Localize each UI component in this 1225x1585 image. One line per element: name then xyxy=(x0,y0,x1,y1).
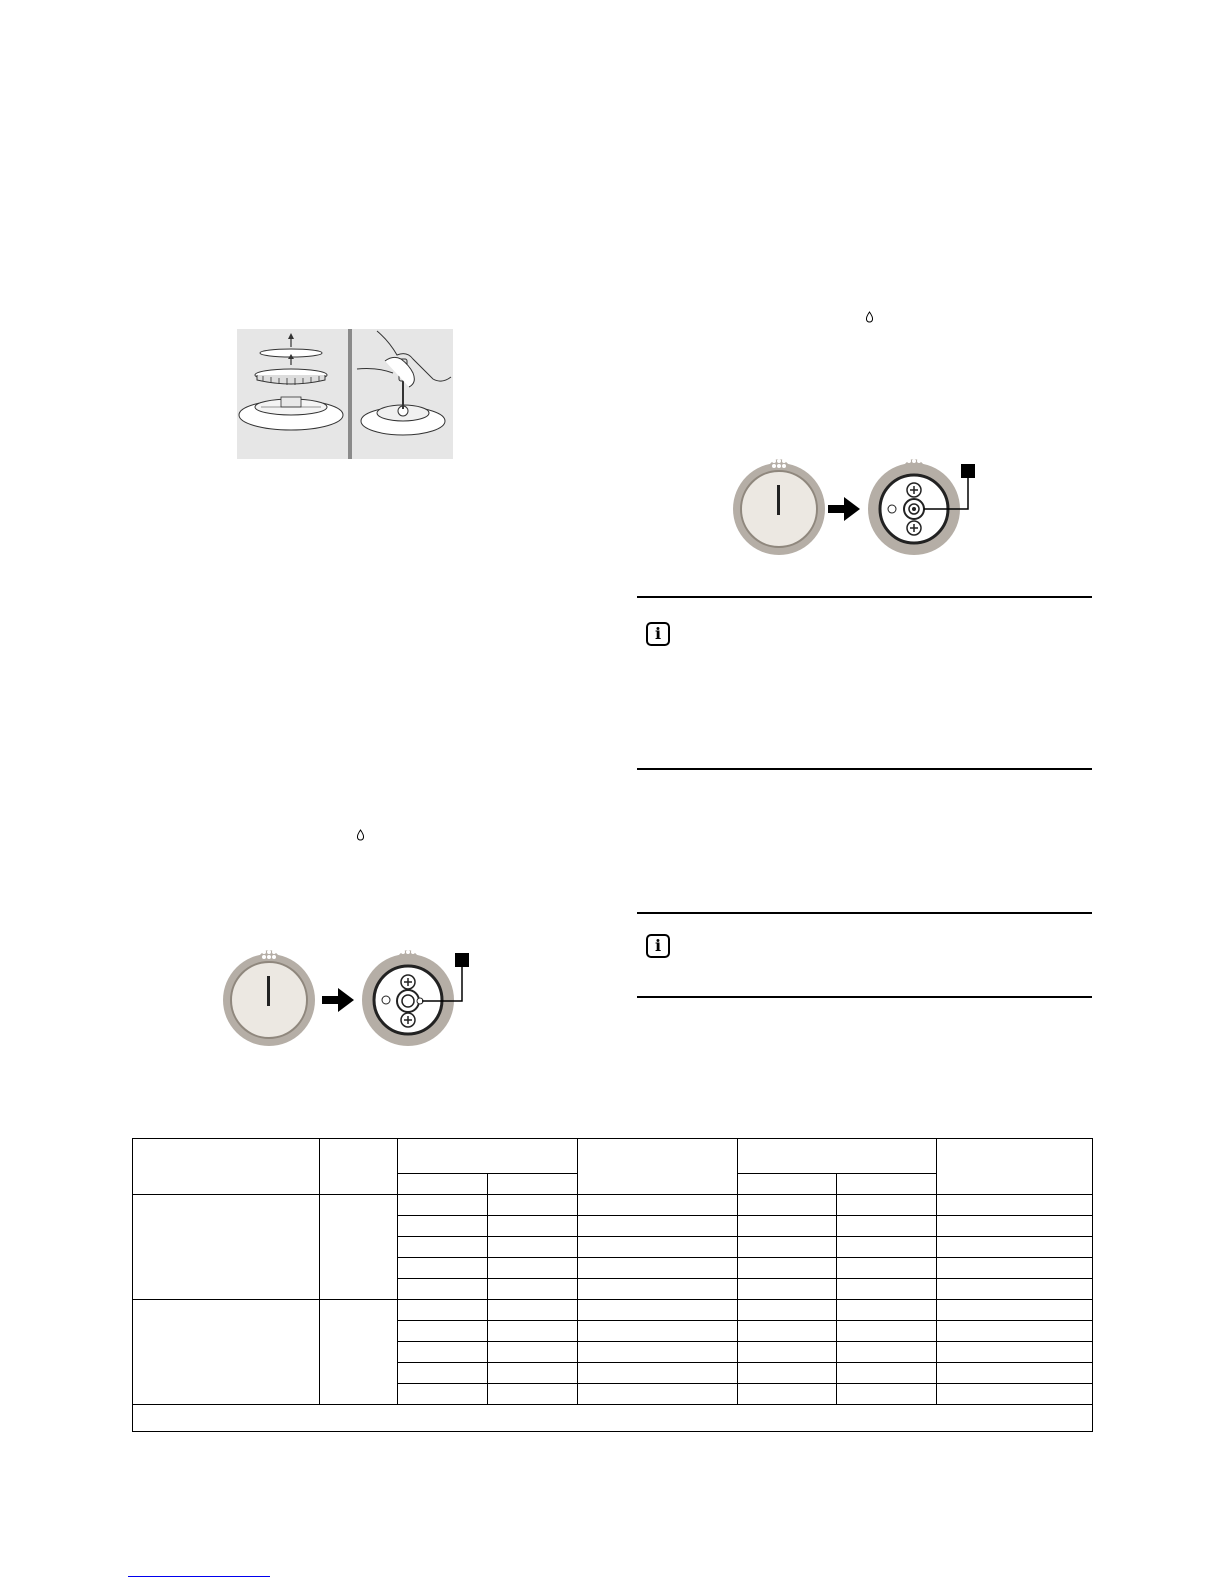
table-cell xyxy=(937,1279,1093,1300)
table-group-cell xyxy=(320,1300,398,1405)
info-icon: i xyxy=(646,622,670,646)
table-cell xyxy=(578,1363,738,1384)
table-cell xyxy=(578,1384,738,1405)
table-cell xyxy=(488,1300,578,1321)
table-cell xyxy=(578,1342,738,1363)
table-group-cell xyxy=(133,1195,320,1300)
table-cell xyxy=(398,1195,488,1216)
table-group-cell xyxy=(320,1195,398,1300)
table-header-cell xyxy=(937,1139,1093,1195)
table-header-cell xyxy=(738,1139,937,1174)
table-cell xyxy=(398,1300,488,1321)
table-cell xyxy=(738,1258,837,1279)
table-cell xyxy=(937,1237,1093,1258)
table-cell xyxy=(738,1321,837,1342)
table-cell xyxy=(937,1321,1093,1342)
table-header-row xyxy=(133,1139,1093,1174)
table-cell xyxy=(837,1237,937,1258)
burner-removal-illustration xyxy=(237,329,453,459)
note-rule-top-1 xyxy=(637,596,1092,598)
table-cell xyxy=(488,1279,578,1300)
table-footer-cell xyxy=(133,1405,1093,1432)
flame-symbol-left xyxy=(356,829,365,844)
flame-icon xyxy=(356,829,365,841)
table-cell xyxy=(398,1237,488,1258)
table-cell xyxy=(837,1342,937,1363)
table-cell xyxy=(738,1279,837,1300)
table-cell xyxy=(837,1258,937,1279)
table-cell xyxy=(837,1321,937,1342)
gas-data-table xyxy=(132,1138,1093,1432)
table-header-cell xyxy=(398,1139,578,1174)
table-cell xyxy=(488,1321,578,1342)
table-cell xyxy=(488,1384,578,1405)
table-row xyxy=(133,1195,1093,1216)
table-header-cell xyxy=(133,1139,320,1195)
flame-icon xyxy=(865,311,874,323)
table-cell xyxy=(398,1384,488,1405)
note-rule-top-2 xyxy=(637,912,1092,914)
table-cell xyxy=(837,1300,937,1321)
table-cell xyxy=(937,1363,1093,1384)
info-icon: i xyxy=(646,934,670,958)
table-cell xyxy=(398,1279,488,1300)
table-cell xyxy=(937,1195,1093,1216)
table-cell xyxy=(488,1216,578,1237)
table-cell xyxy=(578,1195,738,1216)
table-cell xyxy=(488,1195,578,1216)
flame-symbol-right xyxy=(865,311,874,326)
table-header-cell xyxy=(320,1139,398,1195)
table-cell xyxy=(488,1258,578,1279)
table-cell xyxy=(738,1300,837,1321)
table-header-cell xyxy=(398,1174,488,1195)
table-cell xyxy=(837,1384,937,1405)
table-cell xyxy=(738,1342,837,1363)
table-cell xyxy=(578,1300,738,1321)
table-group-cell xyxy=(133,1300,320,1405)
table-cell xyxy=(937,1300,1093,1321)
table-cell xyxy=(937,1384,1093,1405)
table-header-cell xyxy=(488,1174,578,1195)
table-cell xyxy=(398,1216,488,1237)
table-cell xyxy=(488,1342,578,1363)
note-rule-bottom-1 xyxy=(637,768,1092,770)
table-cell xyxy=(837,1363,937,1384)
table-cell xyxy=(398,1363,488,1384)
table-cell xyxy=(578,1216,738,1237)
table-cell xyxy=(937,1216,1093,1237)
knob-bypass-adjustment-illustration xyxy=(222,944,478,1054)
table-cell xyxy=(398,1321,488,1342)
table-footer-row xyxy=(133,1405,1093,1432)
table-cell xyxy=(398,1258,488,1279)
table-cell xyxy=(578,1258,738,1279)
table-header-cell xyxy=(578,1139,738,1195)
table-cell xyxy=(837,1216,937,1237)
table-cell xyxy=(738,1384,837,1405)
footer-link-underline[interactable] xyxy=(128,1576,270,1577)
table-cell xyxy=(488,1237,578,1258)
knob-adjust-figure-left xyxy=(222,944,478,1054)
table-cell xyxy=(837,1195,937,1216)
table-cell xyxy=(738,1195,837,1216)
table-cell xyxy=(738,1216,837,1237)
table-cell xyxy=(578,1321,738,1342)
table-row xyxy=(133,1300,1093,1321)
table-cell xyxy=(578,1237,738,1258)
knob-bypass-adjustment-illustration xyxy=(732,453,988,563)
burner-removal-figure xyxy=(237,329,453,459)
knob-adjust-figure-right xyxy=(732,453,988,563)
table-cell xyxy=(738,1237,837,1258)
table-cell xyxy=(578,1279,738,1300)
table-cell xyxy=(937,1342,1093,1363)
table-cell xyxy=(488,1363,578,1384)
table-cell xyxy=(837,1279,937,1300)
table-cell xyxy=(738,1363,837,1384)
table-cell xyxy=(937,1258,1093,1279)
table-header-cell xyxy=(837,1174,937,1195)
table-cell xyxy=(398,1342,488,1363)
note-rule-bottom-2 xyxy=(637,996,1092,998)
table-header-cell xyxy=(738,1174,837,1195)
